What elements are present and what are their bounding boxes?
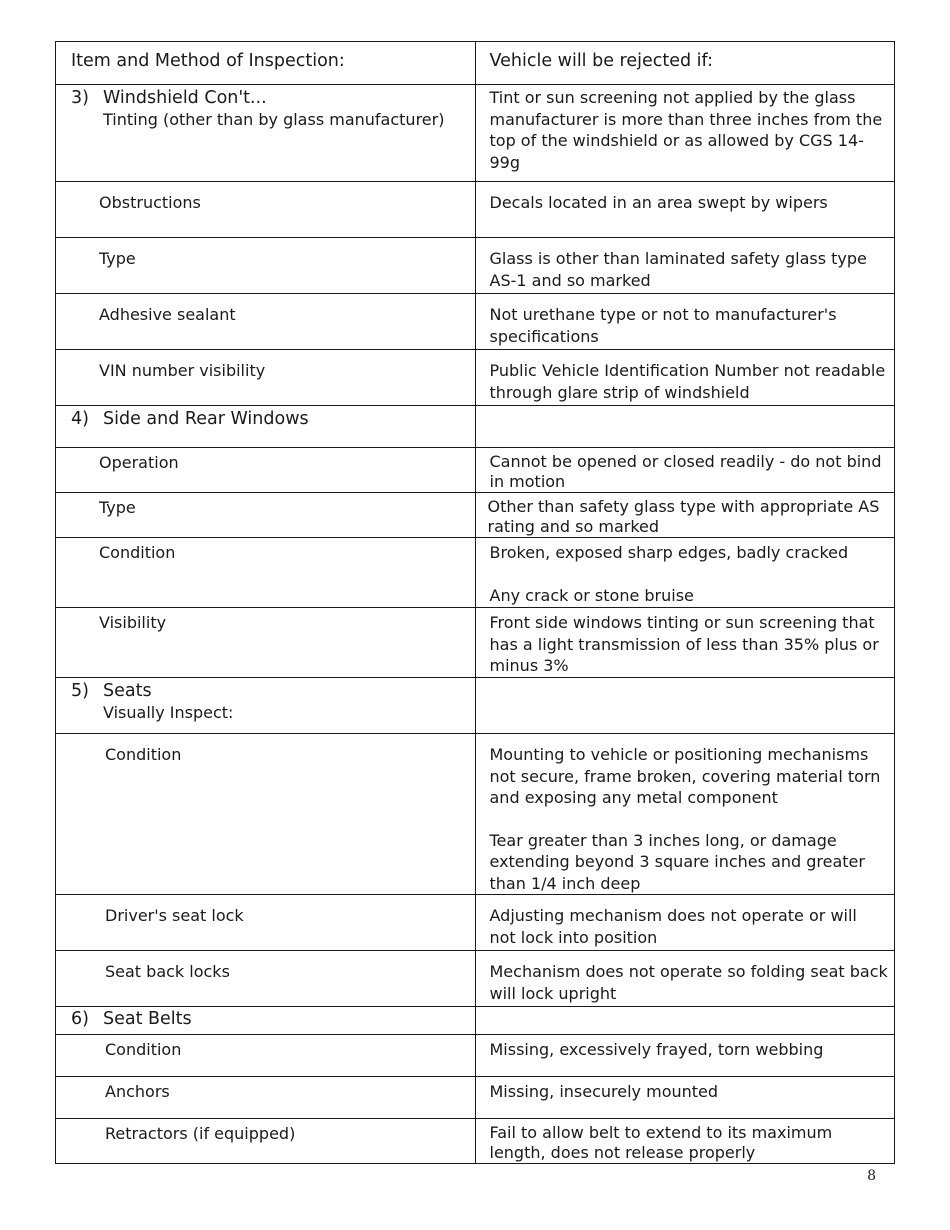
section-number: 3) xyxy=(71,88,89,108)
table-row xyxy=(56,448,895,493)
table-row xyxy=(56,951,895,1007)
reject-criteria: Glass is other than laminated safety glass type AS-1 and so marked xyxy=(475,238,895,294)
reject-criteria: Missing, excessively frayed, torn webbing xyxy=(475,1035,895,1077)
table-row xyxy=(56,895,895,951)
header-rejected-if: Vehicle will be rejected if: xyxy=(475,42,895,85)
section-number: 4) xyxy=(71,409,89,429)
reject-criteria: Other than safety glass type with appropriate AS rating and so marked xyxy=(475,493,895,538)
reject-criteria: Decals located in an area swept by wipers xyxy=(475,182,895,238)
inspection-item: VIN number visibility xyxy=(99,361,266,380)
table-row xyxy=(56,350,895,406)
reject-criteria-secondary: Tear greater than 3 inches long, or damage extending beyond 3 square inches and greater than 1/4 inch deep xyxy=(489,830,865,893)
header-item-method: Item and Method of Inspection: xyxy=(56,42,476,85)
reject-criteria: Mechanism does not operate so folding seat back will lock upright xyxy=(475,951,895,1007)
table-row xyxy=(56,238,895,294)
section-number: 6) xyxy=(71,1009,89,1029)
reject-criteria-secondary: Any crack or stone bruise xyxy=(489,585,694,605)
section-heading xyxy=(71,1008,469,1030)
table-row xyxy=(56,1119,895,1164)
section-heading xyxy=(71,408,469,430)
reject-criteria: Tint or sun screening not applied by the glass manufacturer is more than three inches from the top of the windshield or as allowed by CGS 14-99g xyxy=(475,85,895,182)
inspection-item: Condition xyxy=(105,745,182,764)
reject-criteria: Cannot be opened or closed readily - do not bind in motion xyxy=(475,448,895,493)
inspection-item: Driver's seat lock xyxy=(105,906,244,925)
inspection-item: Obstructions xyxy=(99,193,201,212)
inspection-item: Adhesive sealant xyxy=(99,305,236,324)
reject-criteria: Adjusting mechanism does not operate or will not lock into position xyxy=(475,895,895,951)
reject-criteria: Missing, insecurely mounted xyxy=(475,1077,895,1119)
section-heading xyxy=(71,87,469,109)
table-row xyxy=(56,294,895,350)
section-title: Seats xyxy=(103,681,152,701)
table-header-row xyxy=(56,42,895,85)
section-title: Seat Belts xyxy=(103,1009,192,1029)
table-row xyxy=(56,608,895,678)
windshield-section-cell xyxy=(56,85,476,182)
table-row xyxy=(56,1007,895,1035)
section-number: 5) xyxy=(71,681,89,701)
reject-criteria: Fail to allow belt to extend to its maximum length, does not release properly xyxy=(475,1119,895,1164)
reject-criteria: Not urethane type or not to manufacturer's specifications xyxy=(475,294,895,350)
inspection-item: Type xyxy=(99,249,136,268)
inspection-item: Retractors (if equipped) xyxy=(105,1124,296,1143)
section-heading xyxy=(71,680,469,702)
table-row xyxy=(56,406,895,448)
table-row xyxy=(56,734,895,895)
section-subtitle: Visually Inspect: xyxy=(103,703,234,722)
table-row xyxy=(56,538,895,608)
inspection-item: Condition xyxy=(105,1040,182,1059)
reject-criteria: Public Vehicle Identification Number not readable through glare strip of windshield xyxy=(475,350,895,406)
inspection-item: Visibility xyxy=(99,613,167,632)
inspection-item: Type xyxy=(99,498,136,517)
inspection-item: Operation xyxy=(99,453,179,472)
inspection-item: Anchors xyxy=(105,1082,170,1101)
table-row xyxy=(56,85,895,182)
table-row xyxy=(56,493,895,538)
inspection-table xyxy=(55,41,895,1164)
reject-criteria: Mounting to vehicle or positioning mechanisms not secure, frame broken, covering material torn and exposing any metal component xyxy=(489,745,881,807)
table-row xyxy=(56,1035,895,1077)
table-row xyxy=(56,1077,895,1119)
table-row xyxy=(56,678,895,734)
table-row xyxy=(56,182,895,238)
reject-criteria: Front side windows tinting or sun screening that has a light transmission of less than 35% plus or minus 3% xyxy=(475,608,895,678)
section-subtitle: Tinting (other than by glass manufacturer) xyxy=(103,110,445,129)
page-number: 8 xyxy=(867,1168,876,1184)
inspection-item: Condition xyxy=(99,543,176,562)
section-title: Side and Rear Windows xyxy=(103,409,309,429)
inspection-item: Seat back locks xyxy=(105,962,230,981)
reject-criteria: Broken, exposed sharp edges, badly cracked xyxy=(489,543,849,562)
section-title: Windshield Con't... xyxy=(103,88,267,108)
